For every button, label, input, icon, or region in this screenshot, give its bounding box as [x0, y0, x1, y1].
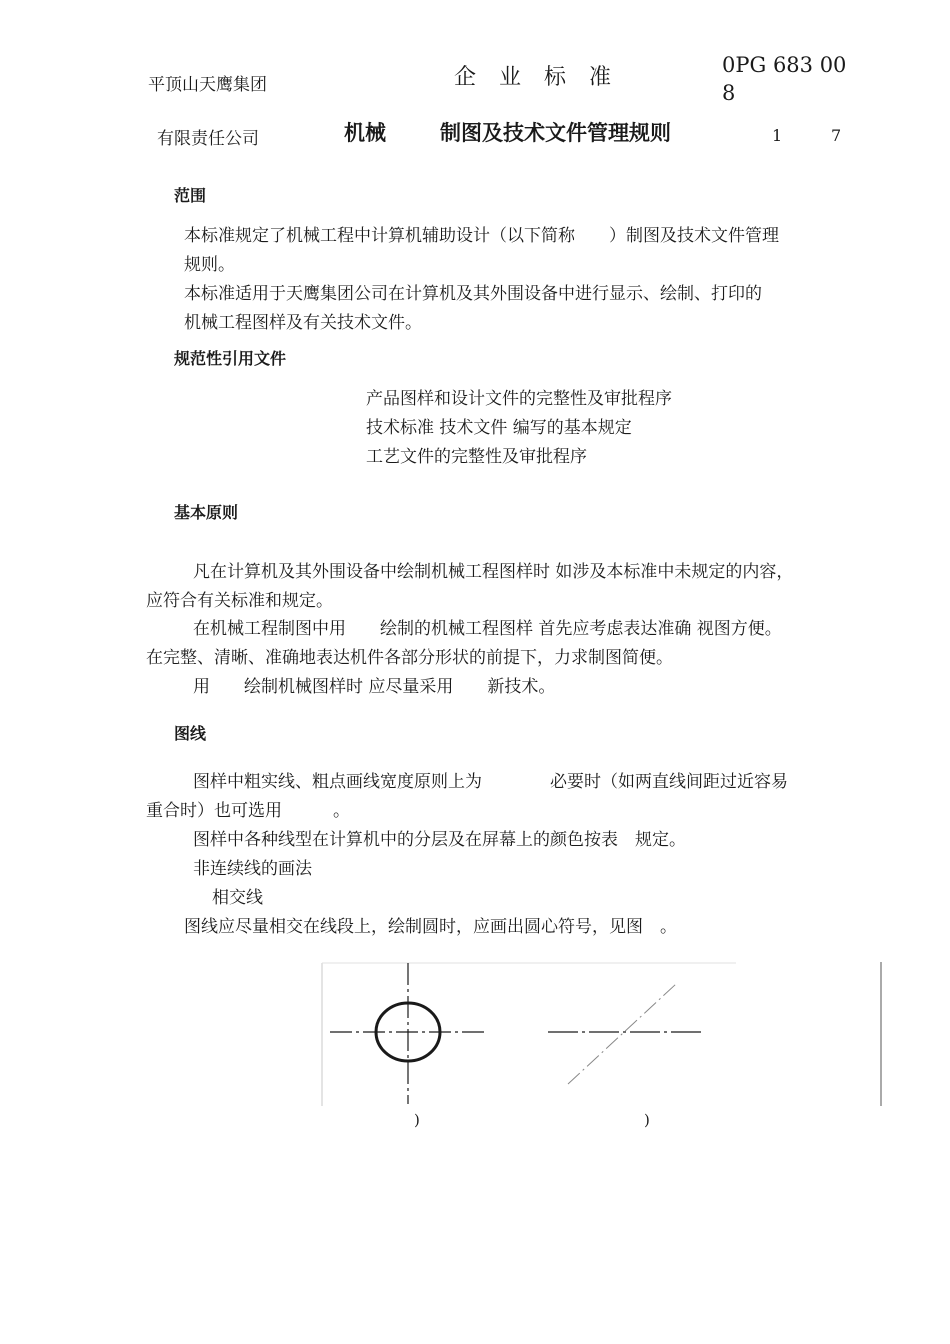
section-heading-scope: 范围: [174, 186, 207, 205]
principles-paragraph2-line1: 在机械工程制图中用 绘制的机械工程图样 首先应考虑表达准确 视图方便。: [193, 619, 782, 639]
document-title-part1: 机械: [344, 121, 386, 145]
scope-paragraph2-line1: 本标准适用于天鹰集团公司在计算机及其外围设备中进行显示、绘制、打印的: [184, 284, 762, 304]
reference-item: 技术标准 技术文件 编写的基本规定: [366, 418, 632, 438]
standard-code-line1: 0PG 683 00: [722, 53, 847, 77]
figure-caption-a: ): [414, 1111, 420, 1129]
figure-caption-b: ): [644, 1111, 650, 1129]
page-number-current: 1: [772, 126, 783, 145]
section-heading-references: 规范性引用文件: [174, 349, 287, 368]
diagonal-dash-dot-line: [568, 984, 676, 1084]
lines-paragraph5-line1: 图线应尽量相交在线段上，绘制圆时，应画出圆心符号，见图 。: [184, 917, 677, 937]
section-heading-principles: 基本原则: [174, 503, 239, 522]
principles-paragraph3-line1: 用 绘制机械图样时 应尽量采用 新技术。: [193, 677, 556, 697]
company-name-line2: 有限责任公司: [157, 129, 259, 149]
standard-code-line2: 8: [722, 81, 736, 105]
company-name-line1: 平顶山天鹰集团: [148, 75, 267, 95]
lines-paragraph1-line1: 图样中粗实线、粗点画线宽度原则上为 必要时（如两直线间距过近容易: [193, 772, 788, 792]
lines-paragraph1-line2: 重合时）也可选用 。: [146, 801, 350, 821]
document-title-part2: 制图及技术文件管理规则: [440, 121, 671, 145]
reference-item: 工艺文件的完整性及审批程序: [366, 447, 587, 467]
principles-paragraph2-line2: 在完整、清晰、准确地表达机件各部分形状的前提下，力求制图简便。: [146, 648, 673, 668]
scope-paragraph1-line1: 本标准规定了机械工程中计算机辅助设计（以下简称 ）制图及技术文件管理: [184, 226, 779, 246]
page-number-total: 7: [831, 126, 842, 145]
section-heading-lines: 图线: [174, 724, 207, 743]
reference-item: 产品图样和设计文件的完整性及审批程序: [366, 389, 672, 409]
figure-a-circle-center-mark: [330, 963, 484, 1104]
scope-paragraph1-line2: 规则。: [184, 255, 235, 275]
lines-paragraph3-line1: 非连续线的画法: [193, 859, 312, 879]
lines-paragraph2-line1: 图样中各种线型在计算机中的分层及在屏幕上的颜色按表 规定。: [193, 830, 686, 850]
lines-paragraph4-line1: 相交线: [212, 888, 263, 908]
principles-paragraph1-line1: 凡在计算机及其外围设备中绘制机械工程图样时 如涉及本标准中未规定的内容，: [193, 562, 794, 582]
standard-label: 企 业 标 准: [454, 65, 619, 90]
scope-paragraph2-line2: 机械工程图样及有关技术文件。: [184, 313, 422, 333]
figure-b-intersecting-lines: [548, 984, 702, 1084]
principles-paragraph1-line2: 应符合有关标准和规定。: [146, 591, 333, 611]
